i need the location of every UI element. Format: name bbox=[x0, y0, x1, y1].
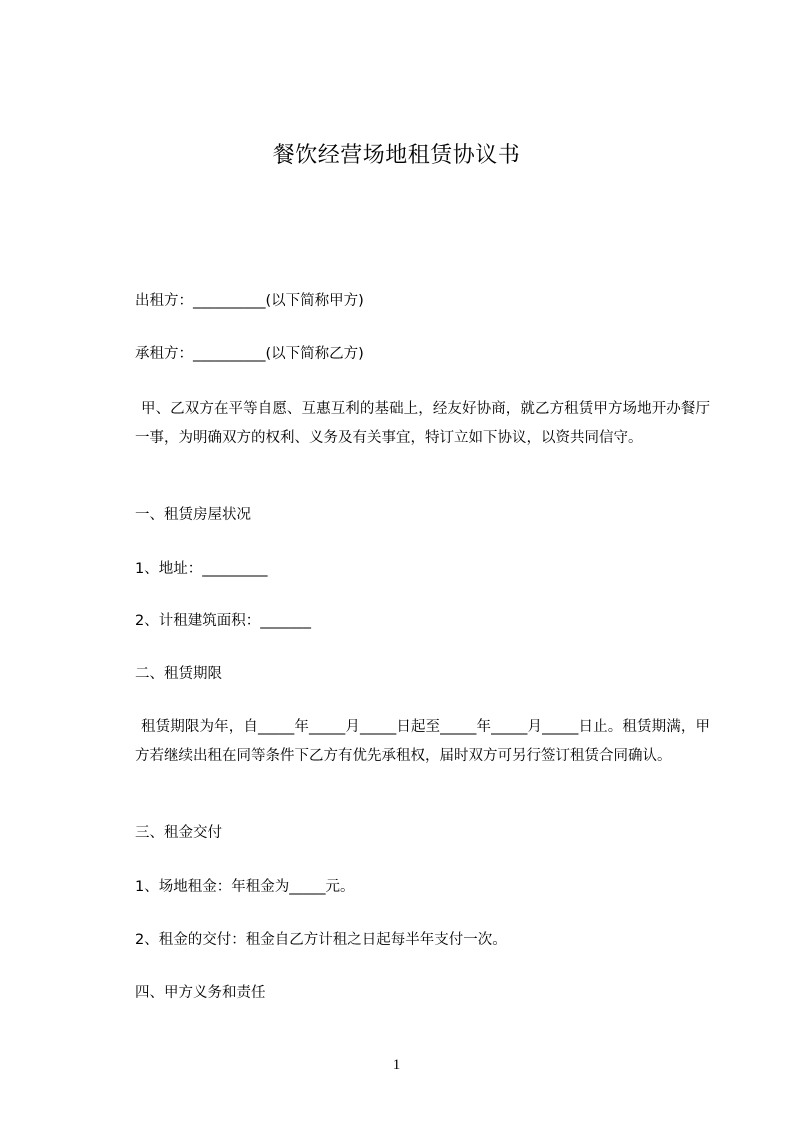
section-4-heading: 四、甲方义务和责任 bbox=[135, 985, 266, 1001]
page-number: 1 bbox=[392, 1057, 401, 1073]
section-2-heading: 二、租赁期限 bbox=[135, 666, 222, 682]
address-line: 1、地址：_________ bbox=[135, 561, 268, 577]
lease-term-paragraph: 租赁期限为年，自_____年_____月_____日起至_____年_____月_____日止。租赁期满，甲方若继续出租在同等条件下乙方有优先承租权，届时双方可另行签订租赁合同确认。 bbox=[135, 719, 710, 764]
section-3-heading: 三、租金交付 bbox=[135, 825, 222, 841]
lessor-line: 出租方：__________(以下简称甲方) bbox=[135, 293, 364, 309]
lessee-line: 承租方：__________(以下简称乙方) bbox=[135, 346, 364, 362]
area-line: 2、计租建筑面积：_______ bbox=[135, 613, 311, 629]
site-rent-line: 1、场地租金：年租金为_____元。 bbox=[135, 879, 355, 895]
document-title: 餐饮经营场地租赁协议书 bbox=[272, 143, 521, 168]
section-1-heading: 一、租赁房屋状况 bbox=[135, 507, 251, 523]
rent-payment-line: 2、租金的交付：租金自乙方计租之日起每半年支付一次。 bbox=[135, 932, 507, 948]
intro-paragraph: 甲、乙双方在平等自愿、互惠互利的基础上，经友好协商，就乙方租赁甲方场地开办餐厅一事，为明确双方的权利、义务及有关事宜，特订立如下协议，以资共同信守。 bbox=[135, 401, 710, 446]
